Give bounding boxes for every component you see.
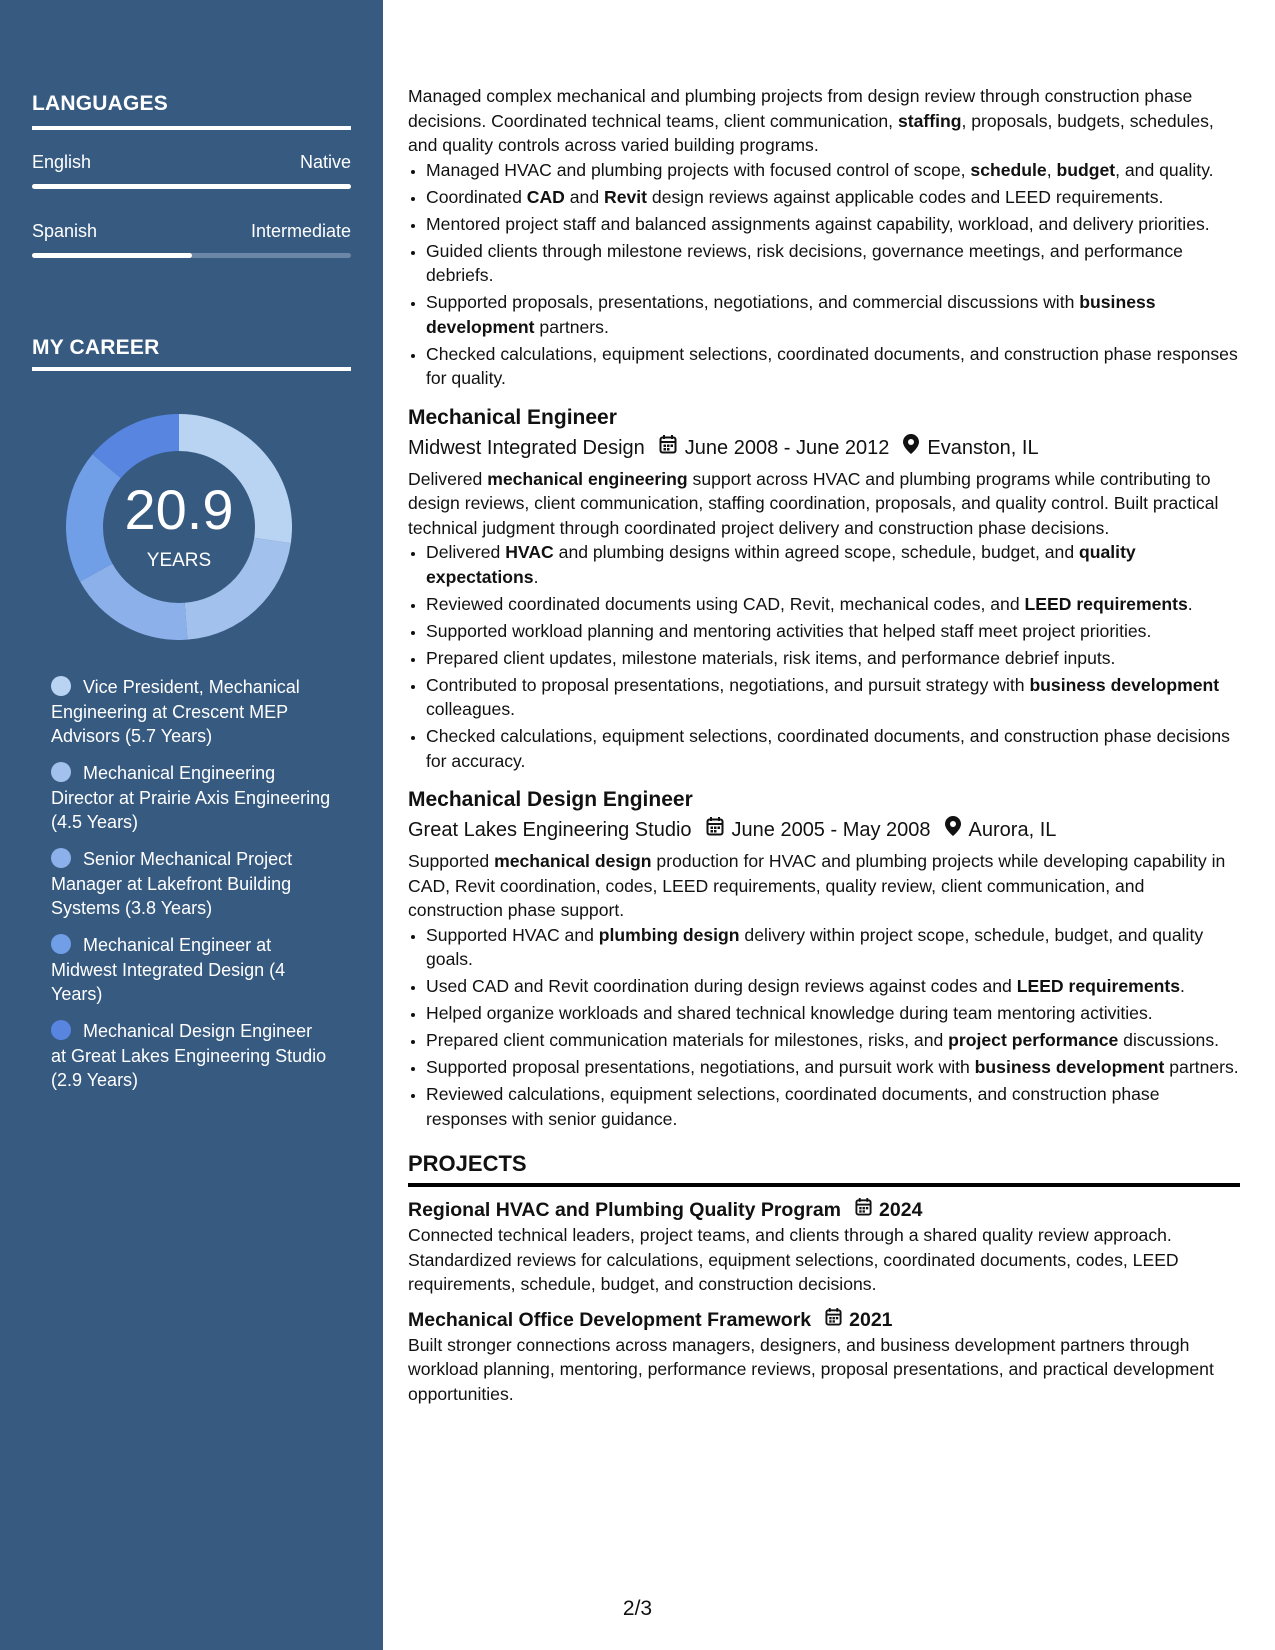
language-bar-spanish — [32, 253, 351, 258]
job-summary: Delivered mechanical engineering support across HVAC and plumbing programs while contributing to design reviews, client communication, staffing coordination, proposals, and quality control. Built practical technical judgment through coordinated project delivery and construction phase decisions. — [408, 468, 1219, 538]
job-entry — [408, 404, 1240, 774]
calendar-icon — [706, 816, 724, 844]
job-entry-continued — [408, 84, 1240, 391]
language-level: Native — [299, 152, 351, 172]
job-title: Mechanical Engineer — [408, 405, 617, 429]
job-summary: Supported mechanical design production for HVAC and plumbing projects while developing capability in CAD, Revit coordination, codes, LEED requirements, quality review, client communication, and construction phase support. — [408, 851, 1226, 920]
calendar-icon — [659, 434, 677, 462]
language-bar-fill — [32, 253, 192, 258]
job-bullet: • Used CAD and Revit coordination during design reviews against codes and LEED requirements. — [426, 974, 1240, 999]
page-number: 2/3 — [622, 1597, 653, 1620]
job-bullet: • Coordinated CAD and Revit design reviews against applicable codes and LEED requirements. — [426, 185, 1240, 210]
career-total-years: 20.9 — [124, 478, 234, 541]
project-description: Connected technical leaders, project teams, and clients through a shared quality review approach. Standardized reviews for calculations, equipment selections, coordinated documents, codes, LEED requirements, schedule, budget, and construction decisions. — [408, 1225, 1179, 1294]
map-pin-icon — [903, 434, 919, 462]
job-location: Evanston, IL — [927, 436, 1039, 459]
job-summary: Managed complex mechanical and plumbing projects from design review through construction phase decisions. Coordinated technical teams, client communication, staffing, proposals, budgets, schedules, and quality controls across varied building programs. — [408, 86, 1214, 155]
project-title: Regional HVAC and Plumbing Quality Program — [408, 1199, 842, 1221]
job-bullet: • Supported proposal presentations, negotiations, and pursuit work with business development partners. — [426, 1055, 1240, 1080]
job-bullet: • Checked calculations, equipment selections, coordinated documents, and construction phase decisions for accuracy. — [426, 724, 1240, 773]
career-dot — [51, 676, 71, 696]
job-company: Midwest Integrated Design — [408, 436, 645, 459]
job-bullet: • Supported proposals, presentations, negotiations, and commercial discussions with business development partners. — [426, 290, 1240, 339]
project-title-row — [408, 1307, 1240, 1333]
donut-segment-3 — [80, 564, 187, 640]
calendar-icon — [855, 1197, 872, 1223]
career-total-years-unit: YEARS — [146, 550, 212, 571]
job-meta — [408, 816, 1240, 844]
job-entry — [408, 786, 1240, 1131]
job-title: Mechanical Design Engineer — [408, 788, 693, 811]
career-item: Mechanical Engineer at Midwest Integrated Design (4 Years) — [51, 935, 286, 1004]
job-company: Great Lakes Engineering Studio — [408, 819, 692, 841]
sidebar — [0, 0, 383, 1650]
project-year: 2021 — [849, 1308, 893, 1331]
language-name: English — [32, 152, 92, 172]
job-dates: June 2005 - May 2008 — [731, 819, 931, 841]
language-bar-fill — [32, 184, 351, 189]
languages-heading: LANGUAGES — [32, 92, 168, 115]
job-bullet: • Delivered HVAC and plumbing designs within agreed scope, schedule, budget, and quality expectations. — [426, 540, 1240, 589]
job-bullets — [408, 923, 1240, 1132]
job-bullets — [408, 540, 1240, 773]
career-dot — [51, 934, 71, 954]
job-bullet: • Reviewed calculations, equipment selections, coordinated documents, and construction phase responses with senior guidance. — [426, 1082, 1240, 1131]
project-title: Mechanical Office Development Framework — [408, 1308, 812, 1331]
career-item: Mechanical Engineering Director at Prairie Axis Engineering (4.5 Years) — [51, 763, 331, 832]
job-bullet: • Guided clients through milestone reviews, risk decisions, governance meetings, and performance debriefs. — [426, 239, 1240, 288]
career-heading-rule — [32, 367, 351, 371]
projects-heading-rule — [408, 1183, 1240, 1187]
languages-heading-rule — [32, 126, 351, 130]
project-title-row — [408, 1197, 1240, 1223]
career-dot — [51, 848, 71, 868]
project-entry — [408, 1197, 1240, 1297]
job-bullet: • Checked calculations, equipment selections, coordinated documents, and construction phase responses for quality. — [426, 342, 1240, 391]
project-description: Built stronger connections across managers, designers, and business development partners through workload planning, mentoring, performance reviews, proposal presentations, and practical development opportunities. — [408, 1334, 1214, 1404]
job-bullet: • Contributed to proposal presentations, negotiations, and pursuit strategy with business development colleagues. — [426, 673, 1240, 722]
projects-heading: PROJECTS — [408, 1151, 527, 1176]
job-bullet: • Supported HVAC and plumbing design delivery within project scope, schedule, budget, and quality goals. — [426, 923, 1240, 972]
job-dates: June 2008 - June 2012 — [684, 436, 890, 459]
language-bar-english — [32, 184, 351, 189]
job-bullet: • Helped organize workloads and shared technical knowledge during team mentoring activities. — [426, 1001, 1240, 1026]
language-row-spanish — [32, 221, 351, 242]
job-bullet: • Managed HVAC and plumbing projects with focused control of scope, schedule, budget, and quality. — [426, 158, 1240, 183]
job-bullet: • Mentored project staff and balanced assignments against capability, workload, and delivery priorities. — [426, 212, 1240, 237]
career-item: Mechanical Design Engineer at Great Lakes Engineering Studio (2.9 Years) — [51, 1021, 327, 1090]
job-location: Aurora, IL — [968, 819, 1057, 841]
job-bullet: • Supported workload planning and mentoring activities that helped staff meet project priorities. — [426, 619, 1240, 644]
career-heading: MY CAREER — [32, 336, 160, 359]
job-bullet: • Prepared client updates, milestone materials, risk items, and performance debrief inputs. — [426, 646, 1240, 671]
career-dot — [51, 1020, 71, 1040]
project-year: 2024 — [879, 1199, 923, 1221]
main-content — [408, 84, 1240, 1406]
job-bullet: • Reviewed coordinated documents using CAD, Revit, mechanical codes, and LEED requirements. — [426, 592, 1240, 617]
language-name: Spanish — [32, 221, 98, 241]
language-row-english — [32, 152, 351, 173]
map-pin-icon — [945, 816, 961, 844]
calendar-icon — [825, 1307, 842, 1333]
language-level: Intermediate — [250, 221, 351, 241]
job-bullets — [408, 158, 1240, 391]
project-entry — [408, 1307, 1240, 1407]
job-meta — [408, 434, 1240, 462]
job-bullet: • Prepared client communication materials for milestones, risks, and project performance discussions. — [426, 1028, 1240, 1053]
career-item: Senior Mechanical Project Manager at Lakefront Building Systems (3.8 Years) — [51, 849, 293, 918]
career-dot — [51, 762, 71, 782]
career-item: Vice President, Mechanical Engineering at Crescent MEP Advisors (5.7 Years) — [51, 677, 300, 746]
